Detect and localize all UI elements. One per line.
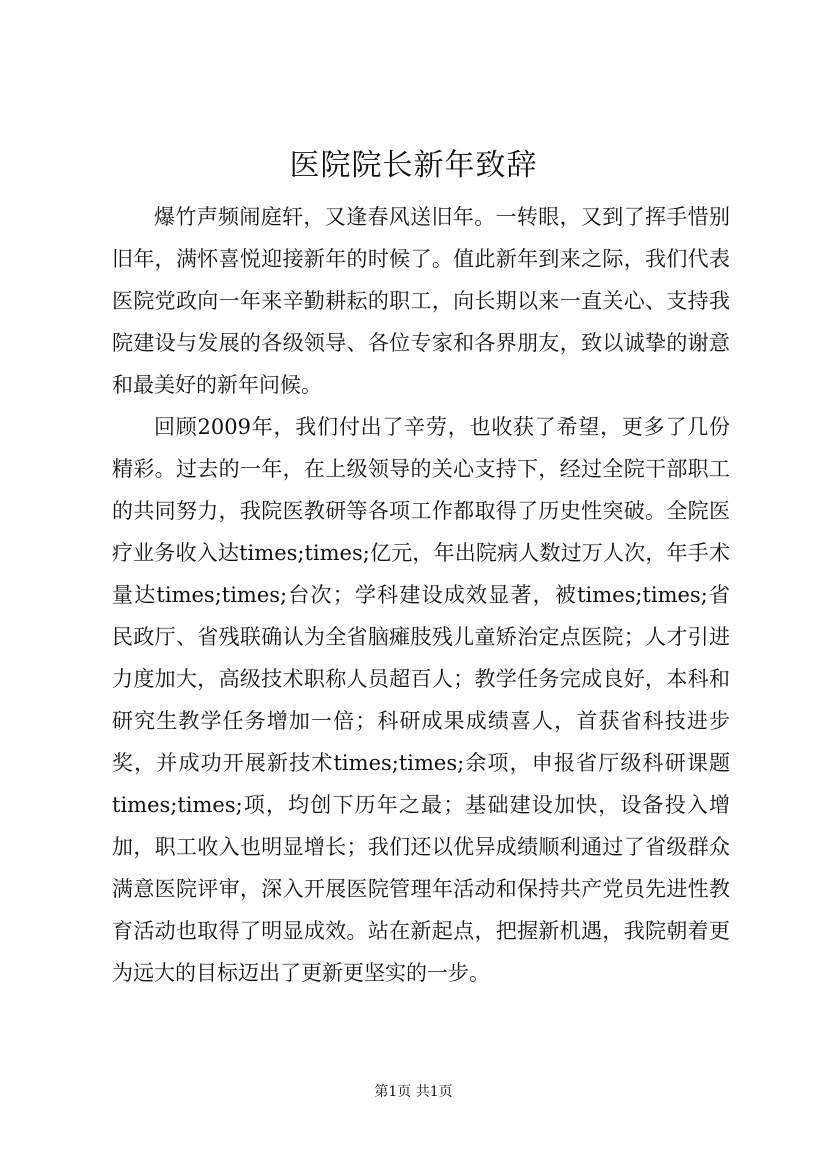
paragraph-2: 回顾2009年，我们付出了辛劳，也收获了希望，更多了几份精彩。过去的一年，在上级领导的关心支持下，经过全院干部职工的共同努力，我院医教研等各项工作都取得了历史性突破。全院医疗业务收入达times;times;亿元，年出院病人数过万人次，年手术量达times;times;台次；学科建设成效显著，被times;times;省民政厅、省残联确认为全省脑瘫肢残儿童矫治定点医院；人才引进力度加大，高级技术职称人员超百人；教学任务完成良好，本科和研究生教学任务增加一倍；科研成果成绩喜人，首获省科技进步奖，并成功开展新技术times;times;余项，申报省厅级科研课题times;times;项，均创下历年之最；基础建设加快，设备投入增加，职工收入也明显增长；我们还以优异成绩顺利通过了省级群众满意医院评审，深入开展医院管理年活动和保持共产党员先进性教育活动也取得了明显成效。站在新起点，把握新机遇，我院朝着更为远大的目标迈出了更新更坚实的一步。 (112, 415, 730, 985)
document-body (112, 196, 730, 994)
page-footer: 第1页 共1页 (374, 1084, 453, 1100)
document-title: 医院院长新年致辞 (289, 148, 538, 183)
paragraph-1: 爆竹声频闹庭轩，又逢春风送旧年。一转眼，又到了挥手惜别旧年，满怀喜悦迎接新年的时候了。值此新年到来之际，我们代表医院党政向一年来辛勤耕耘的职工，向长期以来一直关心、支持我院建设与发展的各级领导、各位专家和各界朋友，致以诚挚的谢意和最美好的新年问候。 (112, 205, 730, 397)
